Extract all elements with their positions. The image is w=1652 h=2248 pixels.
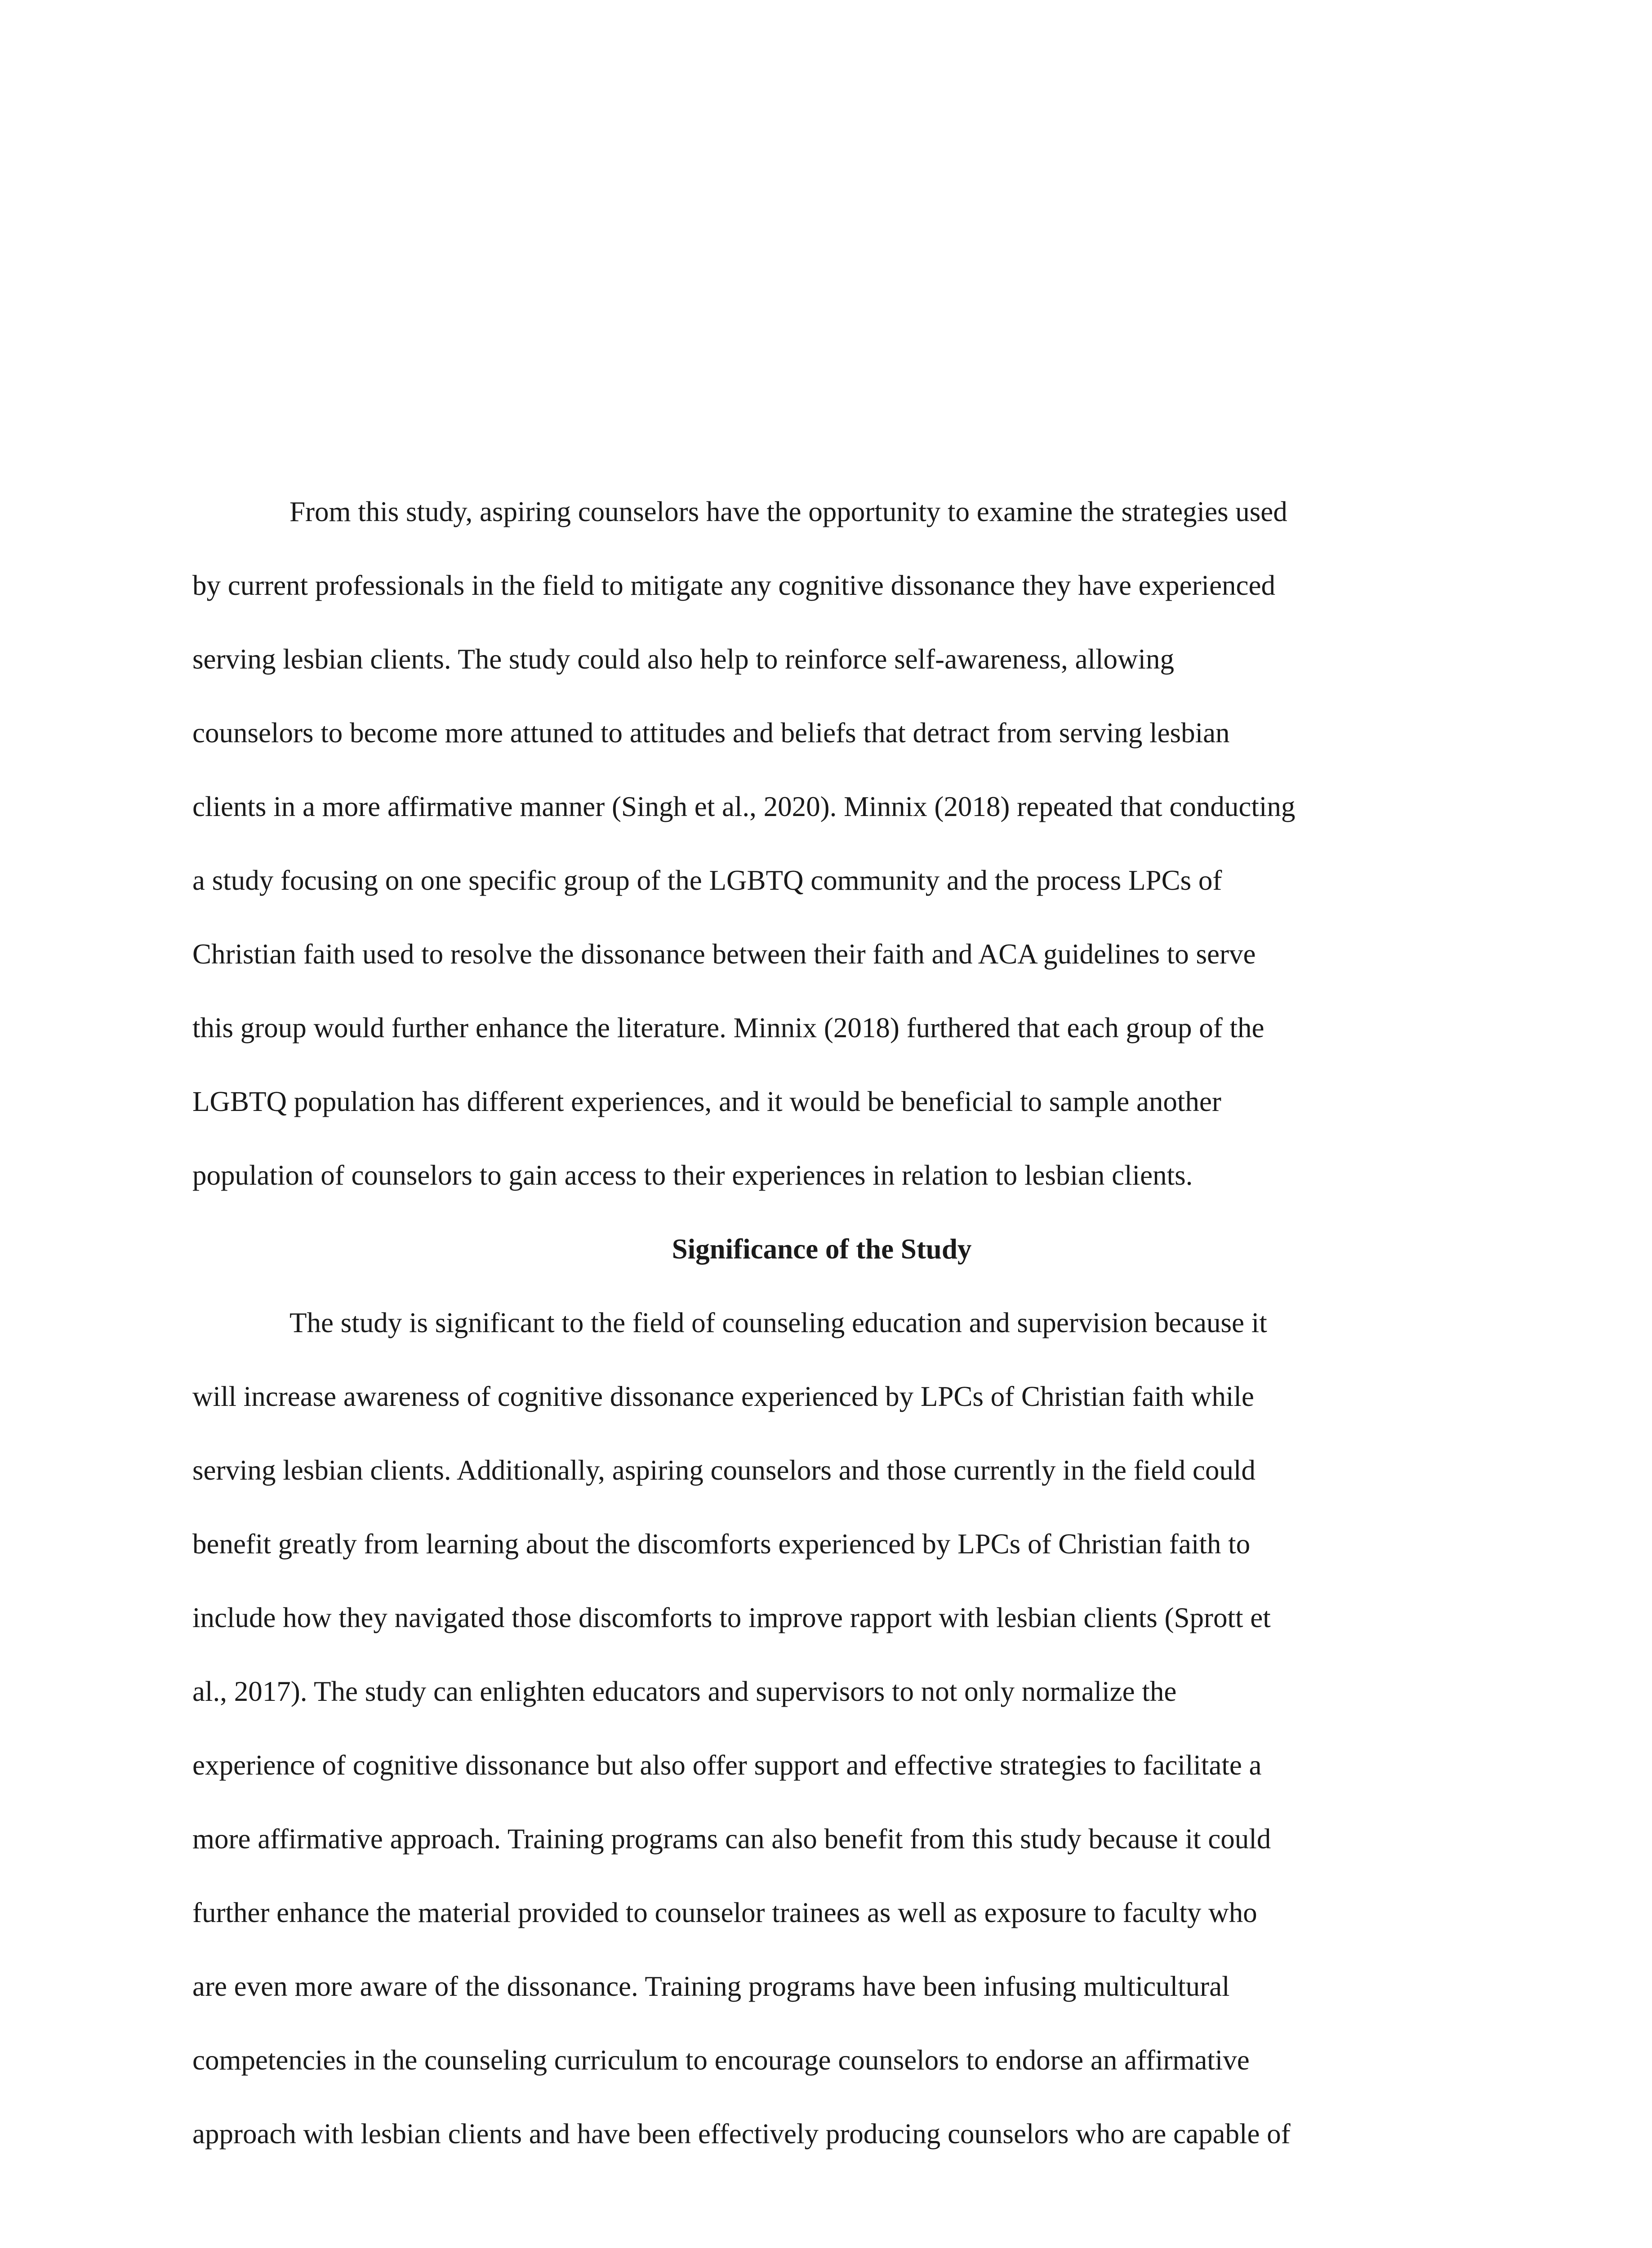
paragraph-line: benefit greatly from learning about the discomforts experienced by LPCs of Christian faith to	[192, 1528, 1251, 1560]
paragraph-line: serving lesbian clients. The study could also help to reinforce self-awareness, allowing	[192, 643, 1174, 675]
paragraph-line: by current professionals in the field to mitigate any cognitive dissonance they have experienced	[192, 570, 1275, 601]
paragraph-line: al., 2017). The study can enlighten educators and supervisors to not only normalize the	[192, 1676, 1177, 1707]
paragraph-line: will increase awareness of cognitive dissonance experienced by LPCs of Christian faith while	[192, 1381, 1254, 1412]
body-text	[192, 475, 1451, 2171]
paragraph-line: From this study, aspiring counselors have the opportunity to examine the strategies used	[289, 496, 1287, 527]
paragraph-line: The study is significant to the field of counseling education and supervision because it	[289, 1307, 1267, 1338]
paragraph-line: competencies in the counseling curriculum to encourage counselors to endorse an affirmative	[192, 2044, 1250, 2076]
paragraph-line: clients in a more affirmative manner (Singh et al., 2020). Minnix (2018) repeated that conducting	[192, 791, 1296, 822]
paragraph-line: approach with lesbian clients and have been effectively producing counselors who are capable of	[192, 2118, 1291, 2150]
paragraph-line: serving lesbian clients. Additionally, aspiring counselors and those currently in the field could	[192, 1454, 1256, 1486]
paragraph-line: experience of cognitive dissonance but also offer support and effective strategies to facilitate a	[192, 1749, 1262, 1781]
paragraph-line: this group would further enhance the literature. Minnix (2018) furthered that each group of the	[192, 1012, 1265, 1044]
paragraph-line: LGBTQ population has different experiences, and it would be beneficial to sample another	[192, 1086, 1221, 1117]
section-heading: Significance of the Study	[672, 1233, 972, 1265]
paragraph-line: further enhance the material provided to counselor trainees as well as exposure to faculty who	[192, 1897, 1257, 1928]
paragraph-line: are even more aware of the dissonance. Training programs have been infusing multicultural	[192, 1971, 1230, 2002]
paragraph-line: include how they navigated those discomforts to improve rapport with lesbian clients (Sprott et	[192, 1602, 1271, 1633]
paragraph-line: more affirmative approach. Training programs can also benefit from this study because it could	[192, 1823, 1271, 1855]
paragraph-line: a study focusing on one specific group of the LGBTQ community and the process LPCs of	[192, 865, 1222, 896]
paragraph-line: population of counselors to gain access to their experiences in relation to lesbian clients.	[192, 1160, 1193, 1191]
paragraph-line: Christian faith used to resolve the dissonance between their faith and ACA guidelines to serve	[192, 938, 1256, 970]
paragraph-line: counselors to become more attuned to attitudes and beliefs that detract from serving lesbian	[192, 717, 1230, 749]
